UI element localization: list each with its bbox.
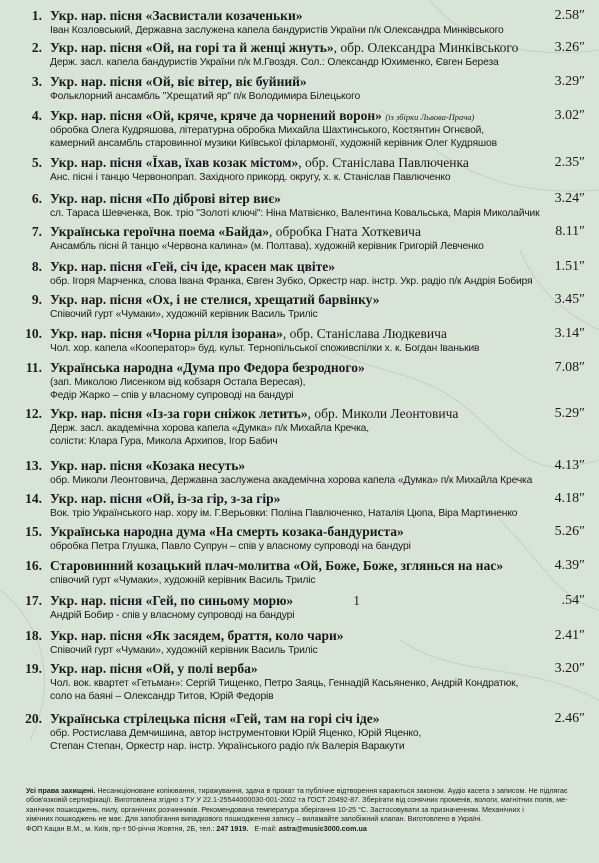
track-credit: камерний ансамбль старовинної музики Київської філармонії, художній керівник Олег Кудряшов bbox=[50, 137, 497, 149]
track-title-line bbox=[50, 155, 535, 171]
track-duration: 4.13″ bbox=[554, 458, 585, 473]
track-credit: Співочий гурт «Чумаки», художній керівник Василь Триліс bbox=[50, 645, 318, 656]
track-credit: Співочий гурт «Чумаки», художній керівник Василь Триліс bbox=[50, 309, 318, 320]
track-title: Укр. нар. пісня «Засвистали козаченьки» bbox=[50, 8, 303, 23]
track-credit: обр. Ростислава Демчишина, автор інструментовки Юрій Яценко, Юрій Яценко, bbox=[50, 728, 422, 739]
track-credit: співочий гурт «Чумаки», художній керівник Василь Триліс bbox=[50, 575, 316, 586]
track-duration: 3.24″ bbox=[554, 191, 585, 206]
track-title: Укр. нар. пісня «Гей, січ іде, красен мак цвіте» bbox=[50, 259, 336, 274]
footer-text-1: Несанкціоноване копіювання, тиражування, здача в прокат та публічне відтворення караються законом. Аудіо касета з записом. Не підлягає bbox=[97, 786, 568, 795]
track-duration: 4.39″ bbox=[554, 558, 585, 573]
track-duration: 8.11″ bbox=[555, 224, 585, 239]
track-duration: .54″ bbox=[561, 593, 585, 608]
track-number: 17. bbox=[25, 593, 42, 608]
track-title-line bbox=[50, 558, 535, 574]
track-title: Укр. нар. пісня «Ой, у полі верба» bbox=[50, 661, 258, 676]
track-title-line bbox=[50, 360, 535, 376]
track-duration: 3.14″ bbox=[554, 326, 585, 341]
track-title: Укр. нар. пісня «Ой, кряче, кряче да чорнений ворон» bbox=[50, 108, 382, 123]
track-credit: Держ. засл. академічна хорова капела «Думка» п/к Михайла Кречка, bbox=[50, 423, 369, 434]
track-number: 16. bbox=[25, 558, 42, 573]
track-duration: 2.58″ bbox=[554, 8, 585, 23]
track-title: Укр. нар. пісня «Ой, віє вітер, віє буйний» bbox=[50, 74, 307, 89]
track-title-line bbox=[50, 458, 535, 474]
track-duration: 2.35″ bbox=[554, 155, 585, 170]
track-number: 2. bbox=[31, 40, 42, 55]
track-number: 15. bbox=[25, 524, 42, 539]
track-number: 4. bbox=[31, 108, 42, 123]
footer-rights-lead: Усі права захищені. bbox=[26, 786, 96, 795]
track-title-line bbox=[50, 491, 535, 507]
track-credit: обробка Петра Глушка, Павло Супрун – спів у власному супроводі на бандурі bbox=[50, 541, 411, 552]
track-title-line bbox=[50, 224, 535, 240]
track-number: 11. bbox=[25, 360, 42, 375]
track-number: 18. bbox=[25, 628, 42, 643]
track-title: Укр. нар. пісня «Як засядем, браття, коло чари» bbox=[50, 628, 344, 643]
footer-contact bbox=[26, 824, 586, 833]
track-title-line bbox=[50, 524, 535, 540]
track-source-note: (із збірки Львова-Прача) bbox=[385, 112, 475, 122]
track-credit: Чол. вок. квартет «Гетьман»: Сергій Тищенко, Петро Заяць, Геннадій Касьяненко, Андрій Кондратюк, bbox=[50, 678, 519, 689]
track-title: Українська народна «Дума про Федора безродного» bbox=[50, 360, 365, 375]
footer-email-label: E-mail: bbox=[254, 823, 277, 833]
track-duration: 4.18″ bbox=[554, 491, 585, 506]
track-duration: 3.45″ bbox=[554, 292, 585, 307]
track-credit: Анс. пісні і танцю Червонопрап. Західного прикорд. округу, х. к. Станіслав Павлюченко bbox=[50, 172, 451, 183]
track-duration: 1.51″ bbox=[554, 259, 585, 274]
track-title: Укр. нар. пісня «Ой, із-за гір, з-за гір» bbox=[50, 491, 281, 506]
track-title: Старовинний козацький плач-молитва «Ой, Боже, Боже, зглянься на нас» bbox=[50, 558, 504, 573]
track-arranger: , обр. Олександра Минківського bbox=[333, 40, 519, 55]
footer-line-4: хімічних пошкоджень не має. Для запобігання випадкового пошкодження запису – виламайте запобіжний клапан. Виготовлено в Україні. bbox=[26, 814, 483, 824]
footer-line-1 bbox=[26, 786, 586, 795]
track-title-line bbox=[50, 711, 535, 727]
track-credit: Фольклорний ансамбль "Хрещатий яр" п/к Володимира Білецького bbox=[50, 91, 361, 102]
track-credit: Андрій Бобир - спів у власному супроводі на бандурі bbox=[50, 610, 295, 621]
track-arranger: , обр. Станіслава Людкевича bbox=[282, 326, 447, 341]
footer-line-3: ханічних пошкоджень, пилу, органічних розчинників. Рекомендована температура зберігання 10-25 °С. Застосовувати за призначенням. Механічних і bbox=[26, 804, 524, 814]
track-arranger: , обробка Гната Хоткевича bbox=[268, 224, 421, 239]
track-number: 13. bbox=[25, 458, 42, 473]
track-title: Укр. нар. пісня «Козака несуть» bbox=[50, 458, 246, 473]
track-number: 20. bbox=[25, 711, 42, 726]
footer-tel: 247 1919. bbox=[216, 823, 249, 833]
track-credit: (зап. Миколою Лисенком від кобзаря Остапа Вересая), bbox=[50, 377, 306, 388]
track-duration: 3.02″ bbox=[554, 108, 585, 123]
footer-tel-label: тел.: bbox=[199, 823, 215, 833]
track-number: 19. bbox=[25, 661, 42, 676]
track-title-line bbox=[50, 74, 535, 90]
track-number: 7. bbox=[31, 224, 42, 239]
track-title: Укр. нар. пісня «Чорна рілля ізорана» bbox=[50, 326, 283, 341]
track-number: 14. bbox=[25, 491, 42, 506]
track-credit: Степан Степан, Оркестр нар. інстр. Українського радіо п/к Валерія Варакути bbox=[50, 740, 405, 752]
track-title: Українська народна дума «На смерть козака-бандуриста» bbox=[50, 524, 404, 539]
track-credit: солісти: Клара Гура, Микола Архипов, Ігор Бабич bbox=[50, 435, 278, 447]
track-duration: 5.29″ bbox=[554, 406, 585, 421]
track-credit: обробка Олега Кудряшова, літературна обробка Михайла Шахтинського, Костянтин Огнєвой, bbox=[50, 125, 484, 136]
track-title: Українська стрілецька пісня «Гей, там на горі січ іде» bbox=[50, 711, 380, 726]
track-title: Укр. нар. пісня «Гей, по синьому морю» bbox=[50, 593, 294, 608]
track-title-line bbox=[50, 292, 535, 308]
track-credit: соло на баяні – Олександр Титов, Юрій Федорів bbox=[50, 690, 274, 702]
track-title-line bbox=[50, 8, 535, 24]
track-title: Укр. нар. пісня «По діброві вітер виє» bbox=[50, 191, 281, 206]
track-title-line bbox=[50, 593, 535, 609]
footer-line-2: обов'язковій сертифікації. Виготовлена згідно з ТУ У 22.1-25544000030-001-2002 та ГОСТ 20492-87. Зберігати від сонячних променів, вологи, магнітних полів, ме- bbox=[26, 795, 568, 805]
footer-email: astra@music3000.com.ua bbox=[278, 823, 367, 833]
track-duration: 3.26″ bbox=[554, 40, 585, 55]
track-number: 8. bbox=[31, 259, 42, 274]
track-number: 5. bbox=[31, 155, 42, 170]
track-credit: Вок. тріо Українського нар. хору ім. Г.Верьовки: Поліна Павлюченко, Наталія Цюпа, Віра Мартиненко bbox=[50, 508, 518, 519]
track-title-line bbox=[50, 326, 535, 342]
track-title: Укр. нар. пісня «Ох, і не стелися, хрещатий барвінку» bbox=[50, 292, 380, 307]
track-arranger: , обр. Станіслава Павлюченка bbox=[298, 155, 469, 170]
track-title: Укр. нар. пісня «Ой, на горі та й женці жнуть» bbox=[50, 40, 334, 55]
track-credit: Чол. хор. капела «Кооператор» буд. культ. Тернопільської споживспілки х. к. Богдан Іванькив bbox=[50, 343, 480, 354]
track-number: 3. bbox=[31, 74, 42, 89]
track-title-line bbox=[50, 191, 535, 207]
track-duration: 5.26″ bbox=[554, 524, 585, 539]
track-credit: Держ. засл. капела бандуристів України п/к М.Гвоздя. Сол.: Олександр Юхименко, Євген Береза bbox=[50, 57, 499, 68]
track-arranger: , обр. Миколи Леонтовича bbox=[307, 406, 459, 421]
track-credit: Ансамбль пісні й танцю «Червона калина» (м. Полтава), художній керівник Григорій Левченко bbox=[50, 241, 484, 252]
track-credit: обр. Миколи Леонтовича, Державна заслужена академічна хорова капела «Думка» п/к Михайла Кречка bbox=[50, 475, 533, 486]
track-credit: обр. Ігоря Марченка, слова Івана Франка, Євген Зубко, Оркестр нар. інстр. Укр. радіо п/к Андрія Бобиря bbox=[50, 276, 533, 287]
track-title-line bbox=[50, 259, 535, 275]
track-title: Укр. нар. пісня «Їхав, їхав козак містом» bbox=[50, 155, 299, 170]
track-duration: 2.41″ bbox=[554, 628, 585, 643]
track-title-line bbox=[50, 661, 535, 677]
track-duration: 3.29″ bbox=[554, 74, 585, 89]
track-credit: Іван Козловський, Державна заслужена капела бандуристів України п/к Олександра Минківського bbox=[50, 25, 504, 36]
track-title-line bbox=[50, 108, 535, 125]
track-duration: 3.20″ bbox=[554, 661, 585, 676]
track-credit: сл. Тараса Шевченка, Вок. тріо "Золоті ключі": Ніна Матвієнко, Валентина Ковальська, Марія Миколайчик bbox=[50, 208, 540, 219]
track-duration-prefix: 1 bbox=[353, 593, 360, 608]
track-duration: 2.46″ bbox=[554, 711, 585, 726]
track-number: 10. bbox=[25, 326, 42, 341]
track-number: 12. bbox=[25, 406, 42, 421]
track-number: 9. bbox=[31, 292, 42, 307]
track-duration: 7.08″ bbox=[554, 360, 585, 375]
track-number: 1. bbox=[31, 8, 42, 23]
track-title: Укр. нар. пісня «Із-за гори сніжок летить» bbox=[50, 406, 308, 421]
footer-notice bbox=[26, 786, 586, 833]
track-title-line bbox=[50, 40, 535, 56]
track-credit: Федір Жарко – спів у власному супроводі на бандурі bbox=[50, 389, 294, 401]
track-number: 6. bbox=[31, 191, 42, 206]
track-title: Українська героїчна поема «Байда» bbox=[50, 224, 269, 239]
track-title-line bbox=[50, 628, 535, 644]
footer-company: ФОП Кацан В.М., м. Київ, пр-т 50-річчя Жовтня, 2Б, bbox=[26, 823, 198, 833]
track-title-line bbox=[50, 406, 535, 422]
